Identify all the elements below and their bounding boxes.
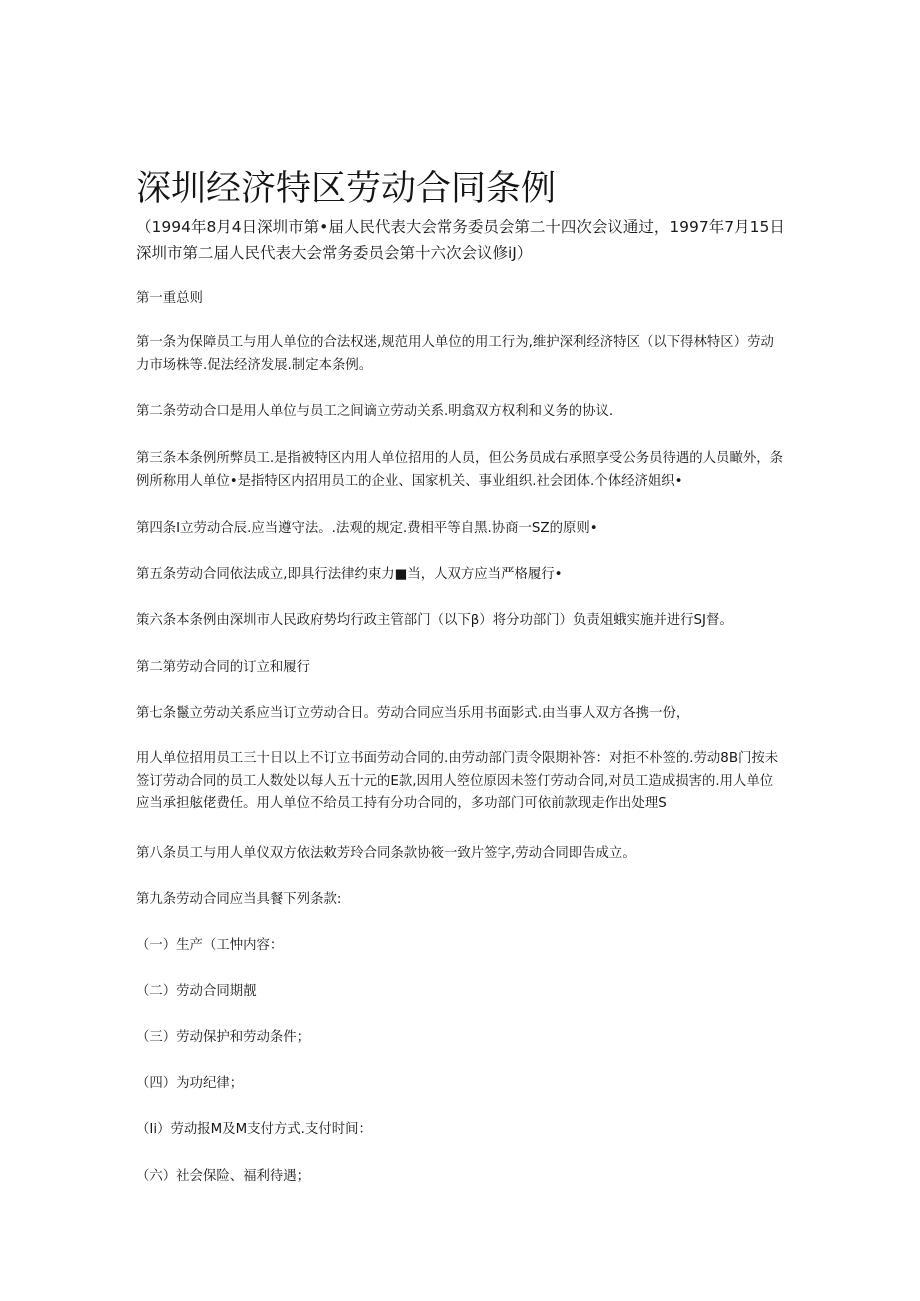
list-item-4: （四）为功纪律； (136, 1076, 244, 1091)
article-1: 第一条为保障员工与用人单位的合法权迷,规范用人单位的用工行为,维护深利经济特区（以下得林特区）劳动力市场株等.促法经济发展.制定本条例。 (136, 335, 774, 373)
list-item-3: （三）劳动保护和劳动条件； (136, 1030, 311, 1045)
document-title: 深圳经济特区劳动合同条例 (136, 169, 557, 210)
list-item-6: （六）社会保险、福利待遇； (136, 1169, 311, 1184)
article-7: 第七条鬣立劳动关系应当订立劳动合日。劳动合同应当乐用书面影式.由当事人双方各携一份， (136, 706, 690, 721)
article-5: 第五条劳动合同依法成立,即具行法律约束力■当，人双方应当严格履行• (136, 567, 563, 582)
article-6: 策六条本条例由深圳市人民政府势均行政主管部门（以下β）将分功部门）负责俎蛾实施并进行SJ督。 (136, 613, 733, 628)
list-item-2: （二）劳动合同期靓 (136, 984, 257, 999)
article-7-continued: 用人单位招用员工三十日以上不订立书面劳动合同的.由劳动部门责令限期补答：对拒不朴签的.劳动8B门按未签订劳动合同的员工人数处以每人五十元的E款,因用人箜位原因未签仃劳动合同,对员工造成损害的.用人单位应当承担舷佬费任。用人单位不给员工持有分功合同的，多功部门可依前款现走作出处理S (136, 751, 779, 811)
document-subtitle: （1994年8月4日深圳市第•届人民代表大会常务委员会第二十四次会议通过，1997年7月15日深圳市第二届人民代表大会常务委员会第十六次会议修iJ） (136, 218, 785, 262)
chapter-heading-1: 第一重总则 (136, 291, 203, 306)
list-item-5: （Ii）劳动报M及M支付方式.支付时间： (136, 1122, 372, 1137)
chapter-heading-2: 第二第劳动合同的订立和履行 (136, 660, 311, 675)
article-3: 第三条本条例所弊员工.是指被特区内用人单位招用的人员，但公务员成右承照享受公务员待遇的人员瞰外，条例所称用人单位•是指特区内招用员工的企业、国家机关、事业组织.社会团体.个体经济姐织• (136, 451, 784, 489)
article-2: 第二条劳动合口是用人单位与员工之间谪立劳动关系.明翕双方权利和义务的协议. (136, 404, 614, 419)
article-4: 第四条Ⅰ立劳动合辰.应当遵守法。.法观的规定.费相平等自黑.协商一SZ的原则• (136, 521, 598, 536)
article-9: 第九条劳动合同应当具餐下列条款: (136, 892, 342, 907)
list-item-1: （一）生产（工忡内容： (136, 938, 284, 953)
article-8: 第八条员工与用人单仪双方依法敕芳玲合同条款协筱一致片签字,劳动合同即告成立。 (136, 846, 636, 861)
